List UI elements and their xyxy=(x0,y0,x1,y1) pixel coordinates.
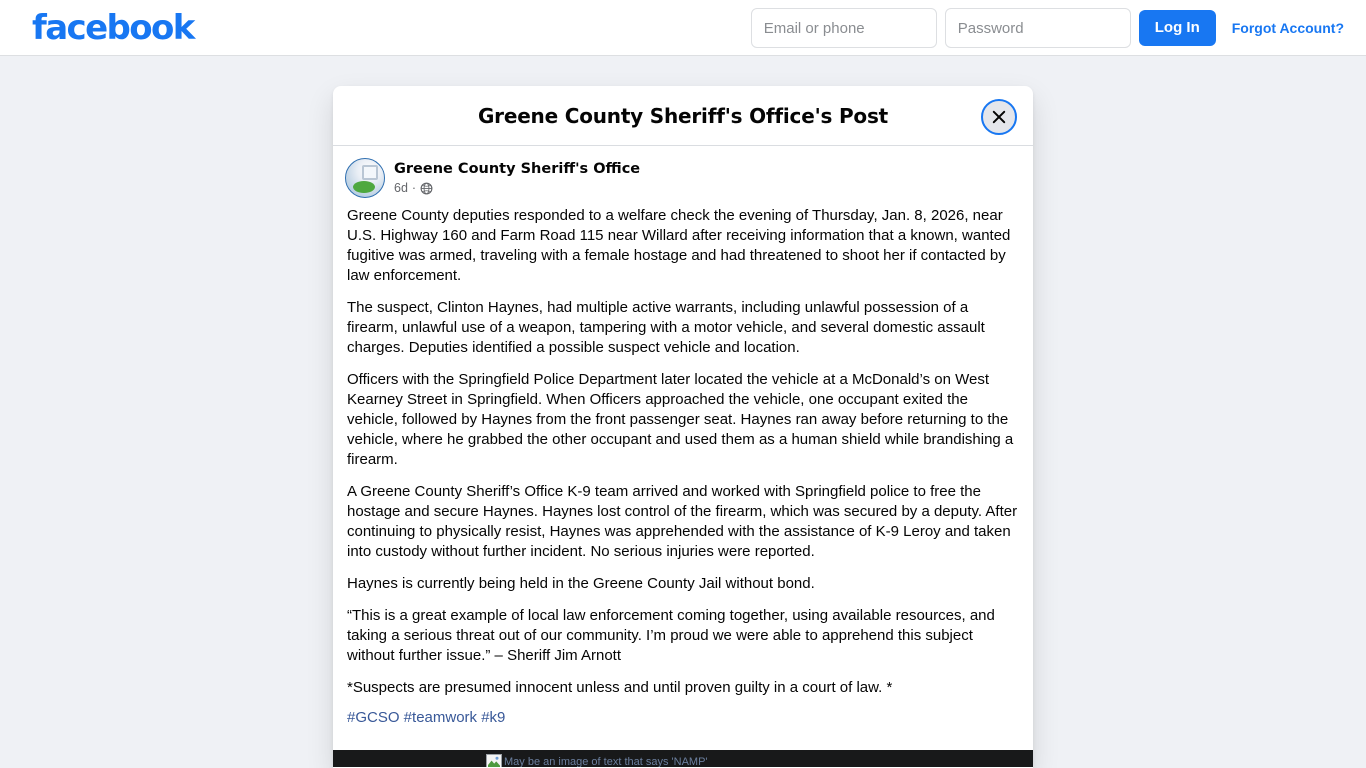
post-author-header xyxy=(345,158,1021,204)
facebook-top-bar xyxy=(0,0,1366,56)
broken-image-icon xyxy=(486,754,502,767)
broken-image-alt-text: May be an image of text that says 'NAMP' xyxy=(504,756,708,767)
post-modal-dialog xyxy=(333,86,1033,768)
post-paragraph: “This is a great example of local law enforcement coming together, using available resources, and taking a serious threat out of our community. I’m proud we were able to apprehend this subject without further issue.” – Sheriff Jim Arnott xyxy=(347,607,995,664)
forgot-account-link[interactable]: Forgot Account? xyxy=(1231,20,1344,36)
password-input[interactable] xyxy=(945,8,1131,48)
post-content xyxy=(333,146,1033,767)
post-subline xyxy=(394,180,640,197)
meta-separator: · xyxy=(411,180,417,195)
log-in-button[interactable]: Log In xyxy=(1139,10,1216,46)
login-form xyxy=(751,8,1356,48)
close-icon xyxy=(990,108,1008,126)
post-paragraph: Haynes is currently being held in the Greene County Jail without bond. xyxy=(347,575,815,592)
email-or-phone-input[interactable] xyxy=(751,8,937,48)
post-timestamp[interactable]: 6d xyxy=(394,180,408,195)
page-name-link[interactable]: Greene County Sheriff's Office xyxy=(394,160,641,177)
post-message xyxy=(345,206,1021,698)
post-paragraph: *Suspects are presumed innocent unless and until proven guilty in a court of law. * xyxy=(347,679,893,696)
close-button[interactable] xyxy=(981,99,1017,135)
post-paragraph: A Greene County Sheriff’s Office K-9 team arrived and worked with Springfield police to free the hostage and secure Haynes. Haynes lost control of the firearm, which was secured by a deputy. After continuing to physically resist, Haynes was apprehended with the assistance of K-9 Leroy and taken into custody without further incident. No serious injuries were reported. xyxy=(347,483,1018,560)
post-paragraph: Officers with the Springfield Police Department later located the vehicle at a McDonald’s on West Kearney Street in Springfield. When Officers approached the vehicle, one occupant exited the vehicle, followed by Haynes from the front passenger seat. Haynes ran away before returning to the vehicle, where he grabbed the other occupant and used them as a human shield while brandishing a firearm. xyxy=(347,371,1014,468)
modal-header xyxy=(333,86,1033,146)
post-attachment-photo[interactable] xyxy=(333,750,1033,767)
modal-title: Greene County Sheriff's Office's Post xyxy=(477,103,889,128)
broken-image-placeholder xyxy=(486,754,708,767)
post-paragraph: Greene County deputies responded to a welfare check the evening of Thursday, Jan. 8, 2026, near U.S. Highway 160 and Farm Road 115 near Willard after receiving information that a known, wanted fugitive was armed, traveling with a female hostage and had threatened to shoot her if contacted by law enforcement. xyxy=(347,207,1011,284)
post-meta xyxy=(394,160,640,197)
globe-icon[interactable] xyxy=(420,182,433,195)
facebook-logo[interactable]: facebook xyxy=(32,7,194,48)
hashtag-links[interactable]: #GCSO #teamwork #k9 xyxy=(347,709,506,726)
post-paragraph: The suspect, Clinton Haynes, had multiple active warrants, including unlawful possession of a firearm, unlawful use of a weapon, tampering with a motor vehicle, and several domestic assault charges. Deputies identified a possible suspect vehicle and location. xyxy=(347,299,985,356)
avatar[interactable] xyxy=(345,158,385,198)
